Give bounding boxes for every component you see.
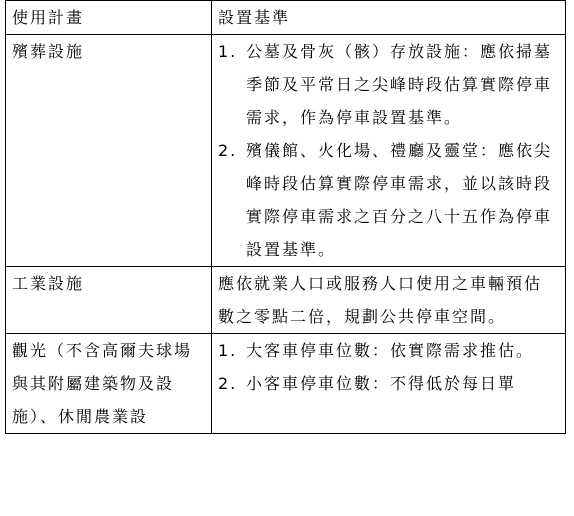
table-row bbox=[6, 35, 566, 267]
table-header-row bbox=[6, 1, 566, 35]
row-use-industrial: 工業設施 bbox=[6, 267, 212, 334]
row-standard-tourism bbox=[212, 334, 566, 434]
item-text: 大客車停車位數：依實際需求推估。 bbox=[246, 341, 535, 360]
table-row bbox=[6, 267, 566, 334]
table-row bbox=[6, 334, 566, 434]
item-number: 2. bbox=[218, 374, 238, 393]
list-item bbox=[218, 134, 559, 266]
item-number: 1. bbox=[218, 341, 238, 360]
item-text: 殯儀館、火化場、禮廳及靈堂：應依尖峰時段估算實際停車需求，並以該時段實際停車需求之百分之八十五作為停車設置基準。 bbox=[246, 141, 553, 259]
item-text: 小客車停車位數：不得低於每日單 bbox=[246, 374, 517, 393]
parking-standards-table bbox=[5, 0, 566, 434]
row-standard-industrial: 應依就業人口或服務人口使用之車輛預估數之零點二倍，規劃公共停車空間。 bbox=[212, 267, 566, 334]
list-item bbox=[218, 35, 559, 134]
row-standard-funeral bbox=[212, 35, 566, 267]
item-number: 2. bbox=[218, 141, 238, 160]
header-standard: 設置基準 bbox=[212, 1, 566, 35]
item-text: 公墓及骨灰（骸）存放設施：應依掃墓季節及平常日之尖峰時段估算實際停車需求，作為停車設置基準。 bbox=[246, 42, 553, 127]
item-number: 1. bbox=[218, 42, 238, 61]
list-item bbox=[218, 334, 559, 367]
list-item bbox=[218, 367, 559, 400]
header-use-plan: 使用計畫 bbox=[6, 1, 212, 35]
row-use-funeral: 殯葬設施 bbox=[6, 35, 212, 267]
row-use-tourism: 觀光（不含高爾夫球場與其附屬建築物及設施）、休閒農業設 bbox=[6, 334, 212, 434]
